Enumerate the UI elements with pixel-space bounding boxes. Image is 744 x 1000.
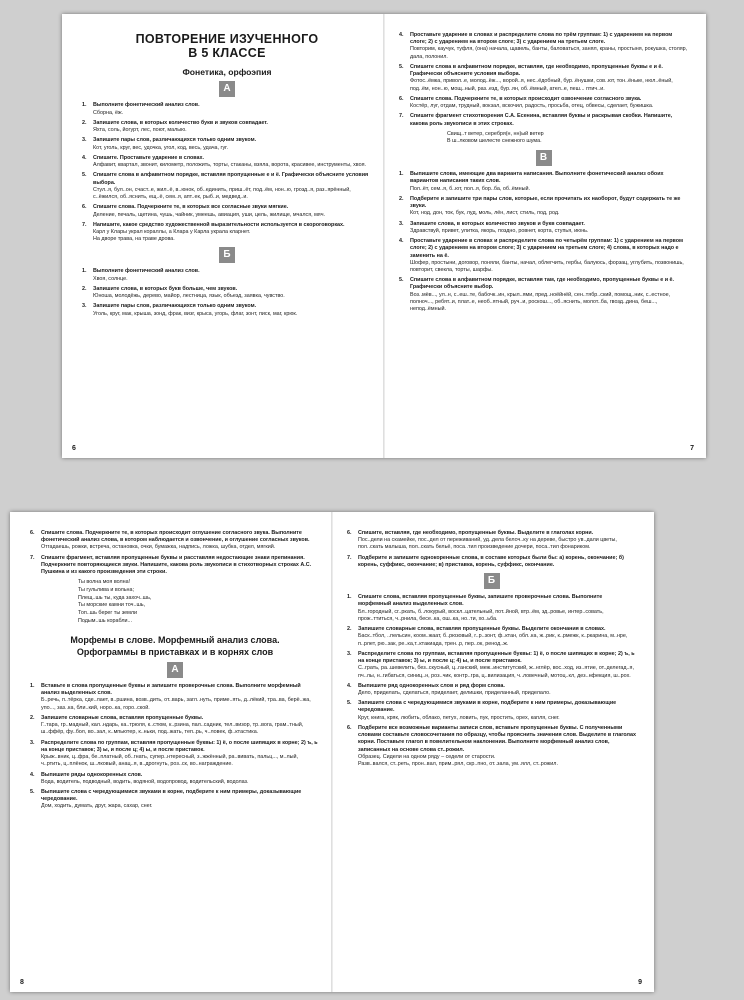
exercise-number: 2. [399,195,404,202]
poem-line: Топ..шь берег ты земли [78,610,138,617]
exercise-body [410,238,688,274]
task-list-b [82,268,372,317]
exercise-item [399,64,688,93]
exercise-words: Пос..дели на скамейке, пос..дел от переживаний, уд..дела белоч..ку на дереве, быстро ув..дали цветы, пол..скать малыша, пол..скать бельё, поса..тил произведение дочери, поса..тил фонариком. [358,537,617,551]
exercise-body [93,268,372,282]
exercise-words: Бл..городный, сг..ркать, б..локурый, воскл..цательный, пот..йной, втр..ём, зд..ровье, интер..совать, прож..ттиться, ч..рнила, бесе..ка, ош..ка, но..ти, хо..ьба. [358,608,604,622]
exercise-body [410,277,688,313]
exercise-item [347,594,636,623]
exercise-words: Повторим, каучук, туфля, (она) начала, щавель, банты, баловаться, занял, краны, простыня, рокушка, столяр, дала, полонил. [410,46,688,60]
exercise-instruction: Спишите слова. Подчеркните те, в которых все согласные звуки мягкие. [93,204,289,211]
page-8 [10,512,332,992]
task-list-a [30,683,320,811]
exercise-body [93,172,372,201]
exercise-words: Крыж..вник, ц..фра, бе..платный, об..гнать, супер..нтересный, з..жжённый, ра..вивать, пальц..., м..лый, ч..ртить, ц..плёнок, ш..лковый, анац..я, в..дрогнуть, роз..ск, во..награждение. [41,754,299,768]
exercise-body [410,96,688,110]
poem-line: В ш..лковом шелесте снежного шума. [447,138,542,145]
exercise-item [82,268,372,282]
exercise-instruction: Вставьте в слова пропущенные буквы и запишите проверочные слова. Выполните морфемный анализ выделенных слов. [41,682,301,697]
exercise-number: 5. [82,172,87,179]
exercise-body [410,64,688,93]
poem-line: Ты морские камни точ..шь, [78,602,146,609]
exercise-number: 7. [30,554,35,561]
exercise-item [399,196,688,218]
exercise-item [347,530,636,552]
section-title: Морфемы в слове. Морфемный анализ слова. Орфограммы в приставках и в корнях слов [70,635,280,657]
task-list-a [82,102,372,243]
exercise-number: 2. [82,285,87,292]
exercise-words: Дом, ходить, думать, друг, жара, сахар, снег. [41,803,153,810]
exercise-words: Карл у Клары украл кораллы, а Клара у Карла украла кларнет. На дворе трава, на траве дрова. [93,229,251,243]
exercise-item [82,155,372,169]
exercise-number: 3. [30,739,35,746]
exercise-instruction: Спишите. Проставьте ударение в словах. [93,154,205,161]
exercise-body [358,530,636,552]
exercise-body [41,530,320,552]
poem-line: Свищ..т ветер, серебря(н, нн)ый ветер [447,130,544,137]
exercise-words: Кот, уголь, круг, вес, удочка, угол, код, весь, удача, гуг. [93,144,228,151]
exercise-instruction: Напишите, какое средство художественной выразительности используется в скороговорках. [93,221,345,228]
exercise-words: Юноша, молодёжь, дерево, майор, лестница, язык, объезд, заявка, чувство. [93,293,285,300]
level-badge-v: В [536,150,552,166]
exercise-words: Хвоя, солнце. [93,275,128,282]
exercise-number: 5. [30,788,35,795]
exercise-number: 6. [82,204,87,211]
page-9 [332,512,654,992]
exercise-item [399,277,688,313]
exercise-body [358,594,636,623]
exercise-item [347,683,636,697]
exercise-number: 6. [30,530,35,536]
exercise-body [93,204,372,218]
exercise-instruction: Запишите слова, в которых количество букв и звуков совпадает. [93,119,268,126]
exercise-words: Б..речь, п..тёрка, сде..лает, в..ршина, возв..дить, от..варь, загл..нуть, приме..ять, д..лёкий, тра..ва, берё..жа, упо..., заз..ка, бли..кий, норо..ка, горо..ской. [41,697,311,711]
exercise-number: 1. [399,171,404,178]
exercise-number: 7. [347,554,352,561]
exercise-body [41,740,320,769]
exercise-instruction: Выпишите слова с чередующимися звуками в корне, подберите к ним примеры, доказывающие чередование. [41,788,302,803]
exercise-number: 3. [399,220,404,227]
exercise-item [399,32,688,61]
poem-line: Плещ..шь ты, куда захоч..шь, [78,594,152,601]
exercise-number: 1. [30,682,35,689]
exercise-instruction: Подберите все возможные варианты записи слов, вставьте пропущенные буквы. С полученными словами составьте словосочетания по образцу, чтобы прояснить значения слов. Выделите в глаголах корни. Поставьте глагол в повелительном наклонении. Выполните морфемный анализ слов, записанных на основе слова ст..рожил. [358,724,636,753]
exercise-body [41,789,320,811]
exercise-body [358,725,636,768]
exercise-number: 1. [82,102,87,109]
exercise-words: Вода, водитель, подводный, водить, водяной, водопровод, водительский, водолаз. [41,778,249,785]
exercise-body [93,120,372,134]
level-badge-a: А [219,81,235,97]
exercise-item [399,238,688,274]
exercise-words: Фотос..ёмка, привол..е, молод..ёж..., ворой..я, нес..ёдобный, бур..ёнушки, сов..ют, тон..ёньке, нюл..ёный, под..ём, нон..ю, мощ..ный, раз..езд, бур..ян, об..ёмный, ател..е, пеш... птич..и. [410,78,673,92]
exercise-number: 7. [399,113,404,120]
exercise-words: Костёр, луг, отдам, трудный, вокзал, вскочил, радость, просьба, отец, обвесы, сделает, бужишка. [410,103,654,110]
exercise-number: 3. [82,303,87,310]
exercise-words: Баск..тбол, ..пельсин, коом..жаат, б..рюзовый, г..р..зонт, ф..ктан, обл..ка, ж..рик, к..рмежк, к..ркарина, м..нре, п..рлет, рю..зак, ре..ка,т..ктакиада, трен..р, пер..ок, ренод..ж. [358,633,628,647]
poem-line: Ты гульлива и вольна; [78,587,134,594]
exercise-instruction: Запишите слова, в которых букв больше, чем звуков. [93,285,238,292]
exercise-body [41,555,320,577]
exercise-body [358,651,636,680]
book-spread-top [62,14,706,458]
exercise-item [347,700,636,722]
exercise-instruction: Запишите словарные слова, вставляя пропущенные буквы. Выделите окончания в словах. [358,626,606,633]
poem-fragment [399,131,688,146]
exercise-instruction: Спишите слова. Подчеркните те, в которых происходит озвончение согласного звука. [410,95,642,102]
exercise-body [410,196,688,218]
exercise-instruction: Запишите слова, в которых количество звуков и букв совпадает. [410,220,585,227]
exercise-body [93,286,372,300]
exercise-body [41,772,320,786]
exercise-body [358,700,636,722]
exercise-item [30,530,320,552]
exercise-instruction: Спишите, вставляя, где необходимо, пропущенные буквы. Выделите в глаголах корни. [358,530,594,536]
exercise-body [358,555,636,569]
book-spread-bottom [10,512,654,992]
task-list-top [399,32,688,128]
page-number: 8 [20,979,24,986]
page-number: 6 [72,445,76,452]
page-number: 7 [690,445,694,452]
task-list-v [399,171,688,313]
exercise-body [41,683,320,712]
exercise-instruction: Запишите словарные слова, вставляя пропущенные буквы. [41,714,204,721]
exercise-instruction: Распределите слова по группам, вставляя пропущенные буквы: 1) ё, о после шипящих в корне; 2) ъ, ь на конце приставок; 3) ы, и после ц; 4) ы, и после приставок. [41,739,318,753]
exercise-number: 4. [399,238,404,245]
level-badge-b: Б [219,247,235,263]
exercise-number: 6. [399,95,404,102]
exercise-instruction: Проставьте ударение в словах и распределите слова по четырём группам: 1) с ударением на первом слоге; 2) с ударением на втором слоге; 3) с ударением на третьем слоге; 4) слова, в которых надо е заменить на ё. [410,238,683,259]
exercise-item [82,137,372,151]
page-7 [384,14,706,458]
exercise-instruction: Распределите слова по группам, вставляя пропущенные буквы: 1) ё, о после шипящих в корне; 2) ъ, ь на конце приставок; 3) ы, и после ц; 4) ы, и после приставок. [358,650,635,665]
exercise-words: Воз..мёв..., ул..н, с..еш..те, бабочк..ин, крыл..ями, пред..ноёйнёй, сен..тябр..ский, помощ..ник, с..естное, полноч..., ребят..и, плат..е, необ..ятный, руч..и, роскош..., об..яснить, молот..ба, гвозд..дина, беш..., непод..ёмный. [410,291,671,313]
exercise-words: Дело, приделать, сделаться, приделает, делишки, приделанный, приделало. [358,689,551,696]
exercise-number: 4. [30,771,35,778]
page-number: 9 [638,979,642,986]
exercise-body [93,137,372,151]
exercise-number: 6. [347,724,352,731]
exercise-item [399,171,688,193]
exercise-instruction: Выпишите ряды однокоренных слов. [41,771,143,778]
exercise-item [399,221,688,235]
exercise-body [410,171,688,193]
exercise-number: 4. [399,32,404,38]
exercise-instruction: Спишите слова, вставляя пропущенные буквы, запишите проверочные слова. Выполните морфемный анализ выделенных слов. [358,594,603,608]
poem-fragment [30,579,320,625]
exercise-number: 3. [347,650,352,657]
exercise-body [410,221,688,235]
exercise-words: Сборна, ёж. [93,109,124,116]
exercise-item [30,715,320,737]
exercise-instruction: Спишите слова в алфавитном порядке, вставляя, где необходимо, пропущенные буквы е и ё. Графически объясните условия выбора. [410,63,663,78]
level-badge-a: А [167,662,183,678]
exercise-number: 6. [347,530,352,536]
exercise-instruction: Спишите слова. Подчеркните те, в которых происходит оглушение согласного звука. Выполните фонетический анализ слова, в котором наблюдается и озвончение, и оглушение согласных звуков. [41,530,310,544]
exercise-number: 2. [347,626,352,633]
exercise-instruction: Выполните фонетический анализ слов. [93,268,200,275]
exercise-words: Стул..я, бул..он, счаст..е, жил..ё, в..юнок, об..единить, приш..ёт, под..ём, нон..ю, грозд..я, раз..ярённый, с..ёжился, об..яснить, ещ..ё, сем..я, апт..ек, рыб..и, медвед..и. [93,186,351,201]
exercise-item [399,96,688,110]
exercise-words: Алфавит, квартал, звонит, километр, положить, торты, стаканы, взяла, ворота, красивее, инструменты, хвоя. [93,162,366,169]
exercise-item [82,222,372,244]
exercise-number: 3. [82,137,87,144]
exercise-words: Уголь, круг, мак, крыша, зонд, фрак, визг, крыса, угорь, флаг, зонт, писк, маг, крюк. [93,310,298,317]
page-6 [62,14,384,458]
exercise-words: Отгадаешь, рожки, встреча, остановка, очки, бумажка, надпись, ложка, шубка, отдел, мягкий. [41,544,276,551]
exercise-instruction: Спишите фрагмент стихотворения С.А. Есенина, вставляя буквы и раскрывая скобки. Напишите, какова роль звукописи в этих строках. [410,113,673,127]
exercise-words: Кот, нод, дон, ток, бук, луд, моль, лён, лист, стиль, под, род. [410,210,560,217]
exercise-item [30,740,320,769]
exercise-instruction: Подберите и запишите однокоренные слова, в составе которых были бы: а) корень, окончание; б) корень, суффикс, окончание; в) приставка, корень, суффикс, окончание. [358,554,624,568]
exercise-item [82,172,372,201]
exercise-words: Яхта, соль, йогурт, лес, поют, малыю. [93,127,187,134]
exercise-words: Здравствуй, привет, улитка, якорь, поздно, ровнет, корта, ступья, июнь. [410,227,589,234]
exercise-body [93,155,372,169]
exercise-instruction: Подберите и запишите три пары слов, которые, если прочитать их наоборот, будут содержать те же звуки. [410,195,681,210]
exercise-body [358,626,636,648]
exercise-instruction: Спишите слова в алфавитном порядке, вставляя пропущенные е и ё. Графически объясните условия выбора. [93,172,369,186]
exercise-item [30,789,320,811]
exercise-item [347,725,636,768]
exercise-item [30,772,320,786]
exercise-words: С..грать, ра..шевелить, без..скусный, ц..ганский, меж..институтский, ж..нглёр, вос..ход, из..ятие, от..делегад..я, пч..лы, н..гибаться, синиц..н, роз..чик, контр..гра, ц..вилизация, ч..ловечный, мотоц..кл, дез..нфекция, ш..рох. [358,665,634,679]
exercise-instruction: Спишите фрагмент, вставляя пропущенные буквы и расставляя недостающие знаки препинания. Подчеркните повторяющиеся звуки. Напишите, какова роль звукописи в стихотворных строках А.С. Пушкина и из какого произведения эти строки. [41,554,312,576]
exercise-number: 4. [347,682,352,689]
exercise-instruction: Запишите пары слов, различающихся только одним звуком. [93,303,257,310]
exercise-words: Г..тара, гр..мадный, кал..ндарь, ка..трюля, к..стюм, к..рзина, пал..садник, тел..визор, тр..вога, грам..тный, ш..ффёр, фу..бол, во..зал, к..мпьютер, к..ньки, под..жать, теп..рь, ч..ловек, ф..ктастика. [41,722,304,736]
exercise-number: 2. [30,714,35,721]
exercise-number: 2. [82,119,87,126]
exercise-words: Шофер, простыни, договор, поняли, банты, начал, облегчить, гербы, балуюсь, форзац, углубить, позвонишь, повторит, свекла, торты, шарфы. [410,259,684,273]
exercise-number: 1. [347,594,352,601]
exercise-number: 5. [399,277,404,284]
exercise-body [410,32,688,61]
exercise-instruction: Выпишите слова, имеющие два варианта написания. Выполните фонетический анализ обоих вариантов написания таких слов. [410,171,664,185]
exercise-instruction: Выполните фонетический анализ слов. [93,102,200,109]
exercise-body [358,683,636,697]
exercise-item [30,683,320,712]
exercise-words: Пол..ёт, сем..я, б..ют, пол..я, бор..ба, об..ёмный. [410,185,530,192]
exercise-item [82,102,372,116]
exercise-body [93,303,372,317]
exercise-body [41,715,320,737]
exercise-number: 4. [82,154,87,161]
poem-line: Подым..шь корабли... [78,617,133,624]
exercise-item [30,555,320,577]
exercise-item [347,555,636,569]
exercise-instruction: Запишите слова с чередующимися звуками в корне, подберите к ним примеры, доказывающие чередование. [358,700,617,714]
chapter-title: ПОВТОРЕНИЕ ИЗУЧЕННОГО В 5 КЛАССЕ [135,32,319,61]
task-list-top [30,530,320,576]
exercise-number: 5. [347,700,352,707]
level-badge-b: Б [484,573,500,589]
exercise-item [347,651,636,680]
exercise-instruction: Выпишите ряд однокоренных слов и ряд форм слова. [358,682,505,689]
exercise-words: Деление, печаль, щетина, чушь, чайник, умеешь, авиация, уши, цель, жилище, мчался, мяч. [93,211,326,218]
exercise-item [82,303,372,317]
task-list-top [347,530,636,569]
exercise-body [93,102,372,116]
section-title: Фонетика, орфоэпия [182,66,272,77]
exercise-body [410,113,688,127]
exercise-item [399,113,688,127]
exercise-item [82,286,372,300]
exercise-number: 1. [82,268,87,275]
exercise-number: 7. [82,221,87,228]
exercise-item [82,204,372,218]
exercise-number: 5. [399,63,404,70]
exercise-body [93,222,372,244]
exercise-instruction: Проставьте ударение в словах и распределите слова по трём группам: 1) с ударением на первом слоге; 2) с ударением на втором слоге; 3) с ударением на третьем слоге. [410,32,673,46]
exercise-item [82,120,372,134]
task-list-b [347,594,636,768]
exercise-item [347,626,636,648]
exercise-instruction: Спишите слова в алфавитном порядке, вставляя там, где необходимо, пропущенные буквы е и ё. Графически объясните выбор. [410,277,675,291]
exercise-instruction: Запишите пары слов, различающихся только одним звуком. [93,137,257,144]
exercise-words: Круг, книга, кряк, любить, облако, петух, ловить, пук, простить, орех, капля, снег. [358,714,560,721]
exercise-words: Образец. Сидели на одном ряду – седели от старости. Разв..вался, ст..реть, прон..вал, прим..рял, скр..пно, от..зала, ум..ялл, ст..рожил. [358,753,558,768]
poem-line: Ты волна моя волна! [78,579,131,586]
